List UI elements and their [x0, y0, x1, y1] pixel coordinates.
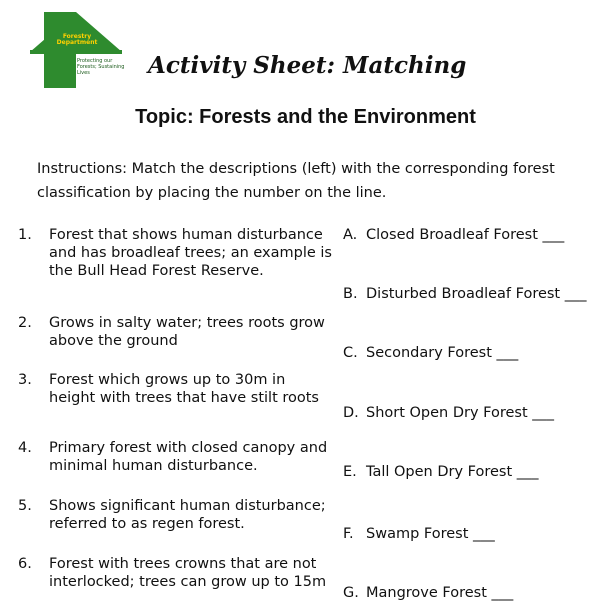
description-number: 2. [18, 315, 32, 331]
classification-letter: E. [343, 464, 357, 480]
forestry-logo [30, 12, 125, 88]
description-text: Shows significant human disturbance; referred to as regen forest. [49, 498, 326, 532]
description-number: 5. [18, 498, 32, 514]
classification-item [343, 344, 518, 362]
description-text: Forest which grows up to 30m in height with trees that have stilt roots [49, 372, 319, 406]
classification-item [343, 463, 539, 481]
classification-item [343, 525, 495, 543]
classification-item [343, 285, 586, 303]
classification-letter: D. [343, 405, 359, 421]
classification-letter: B. [343, 286, 358, 302]
classification-label: Tall Open Dry Forest ___ [366, 464, 539, 480]
classification-label: Secondary Forest ___ [366, 345, 519, 361]
classification-label: Swamp Forest ___ [366, 526, 495, 542]
classification-letter: G. [343, 585, 359, 601]
logo-roof [30, 12, 122, 52]
description-text: Forest that shows human disturbance and has broadleaf trees; an example is the Bull Head Forest Reserve. [49, 227, 332, 279]
description-text: Primary forest with closed canopy and minimal human disturbance. [49, 440, 328, 474]
logo-bar [30, 50, 122, 54]
topic-heading: Topic: Forests and the Environment [135, 106, 476, 128]
classification-letter: A. [343, 227, 358, 243]
page-title: Activity Sheet: Matching [148, 52, 467, 79]
classification-item [343, 584, 513, 602]
logo-name: Forestry Department [56, 33, 98, 46]
logo-slogan: Protecting our Forests; Sustaining Lives [77, 58, 125, 76]
classification-label: Disturbed Broadleaf Forest ___ [366, 286, 587, 302]
instructions: Instructions: Match the descriptions (left) with the corresponding forest classification by placing the number on the line. [37, 161, 555, 201]
description-number: 4. [18, 440, 32, 456]
classification-label: Mangrove Forest ___ [366, 585, 514, 601]
classification-item [343, 226, 564, 244]
description-text: Grows in salty water; trees roots grow above the ground [49, 315, 325, 349]
classification-letter: F. [343, 526, 354, 542]
classification-item [343, 404, 554, 422]
description-number: 1. [18, 227, 32, 243]
classification-label: Closed Broadleaf Forest ___ [366, 227, 565, 243]
classification-letter: C. [343, 345, 358, 361]
description-number: 6. [18, 556, 32, 572]
classification-label: Short Open Dry Forest ___ [366, 405, 555, 421]
description-text: Forest with trees crowns that are not interlocked; trees can grow up to 15m [49, 556, 327, 590]
description-number: 3. [18, 372, 32, 388]
